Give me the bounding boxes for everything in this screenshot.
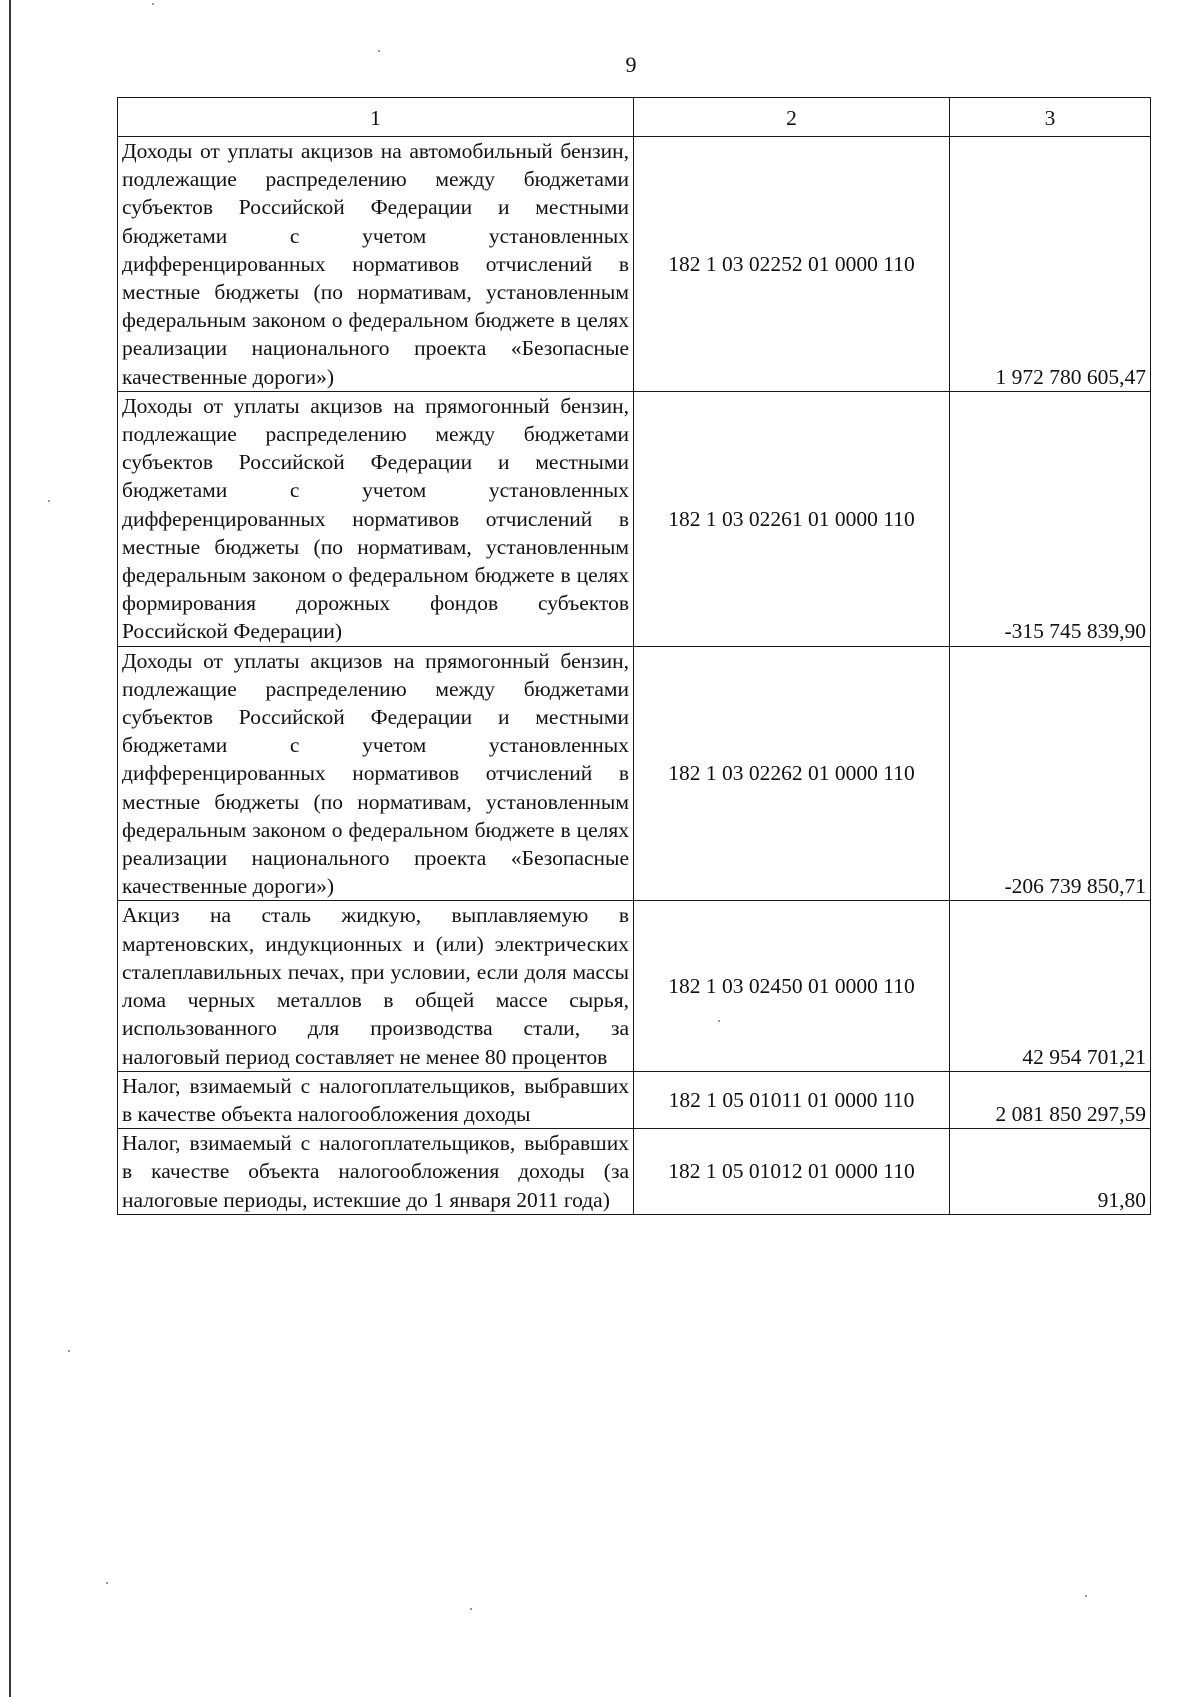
table-row [118, 1071, 1151, 1128]
row-budget-code: 182 1 03 02252 01 0000 110 [634, 137, 950, 392]
row-amount: -206 739 850,71 [950, 646, 1151, 901]
column-header: 1 [118, 98, 634, 137]
table-row [118, 137, 1151, 392]
row-budget-code: 182 1 03 02262 01 0000 110 [634, 646, 950, 901]
row-amount: 91,80 [950, 1129, 1151, 1215]
row-description: Налог, взимаемый с налогоплательщиков, выбравших в качестве объекта налогообложения доходы [118, 1071, 634, 1128]
page-number: 9 [625, 52, 637, 77]
row-description: Доходы от уплаты акцизов на прямогонный бензин, подлежащие распределению между бюджетами субъектов Российской Федерации и местными бюджетами с учетом установленных дифференцированных нормативов отчислений в местные бюджеты (по нормативам, установленным федеральным законом о федеральном бюджете в целях формирования дорожных фондов субъектов Российской Федерации) [118, 391, 634, 646]
table-row [118, 901, 1151, 1071]
column-header: 3 [950, 98, 1151, 137]
row-description: Акциз на сталь жидкую, выплавляемую в мартеновских, индукционных и (или) электрических сталеплавильных печах, при условии, если доля массы лома черных металлов в общей массе сырья, использованного для производства стали, за налоговый период составляет не менее 80 процентов [118, 901, 634, 1071]
row-budget-code: 182 1 03 02450 01 0000 110 [634, 901, 950, 1071]
row-budget-code: 182 1 03 02261 01 0000 110 [634, 391, 950, 646]
row-amount: 2 081 850 297,59 [950, 1071, 1151, 1128]
table-row [118, 646, 1151, 901]
scan-speck [1085, 1595, 1087, 1597]
row-description: Налог, взимаемый с налогоплательщиков, выбравших в качестве объекта налогообложения доходы (за налоговые периоды, истекшие до 1 января 2011 года) [118, 1129, 634, 1215]
scan-speck [152, 3, 154, 5]
table-row [118, 391, 1151, 646]
row-description: Доходы от уплаты акцизов на автомобильный бензин, подлежащие распределению между бюджетами субъектов Российской Федерации и местными бюджетами с учетом установленных дифференцированных нормативов отчислений в местные бюджеты (по нормативам, установленным федеральным законом о федеральном бюджете в целях реализации национального проекта «Безопасные качественные дороги») [118, 137, 634, 392]
row-amount: -315 745 839,90 [950, 391, 1151, 646]
scan-speck [106, 1582, 108, 1584]
scan-left-edge-line [9, 0, 11, 1697]
table-row [118, 1129, 1151, 1215]
table-header-row [118, 98, 1151, 137]
scan-speck [48, 500, 50, 502]
row-amount: 1 972 780 605,47 [950, 137, 1151, 392]
row-description: Доходы от уплаты акцизов на прямогонный бензин, подлежащие распределению между бюджетами субъектов Российской Федерации и местными бюджетами с учетом установленных дифференцированных нормативов отчислений в местные бюджеты (по нормативам, установленным федеральным законом о федеральном бюджете в целях реализации национального проекта «Безопасные качественные дороги») [118, 646, 634, 901]
scan-speck [470, 1608, 472, 1610]
row-budget-code: 182 1 05 01011 01 0000 110 [634, 1071, 950, 1128]
revenue-table [117, 97, 1151, 1215]
row-amount: 42 954 701,21 [950, 901, 1151, 1071]
column-header: 2 [634, 98, 950, 137]
scan-speck [68, 1350, 70, 1352]
row-budget-code: 182 1 05 01012 01 0000 110 [634, 1129, 950, 1215]
